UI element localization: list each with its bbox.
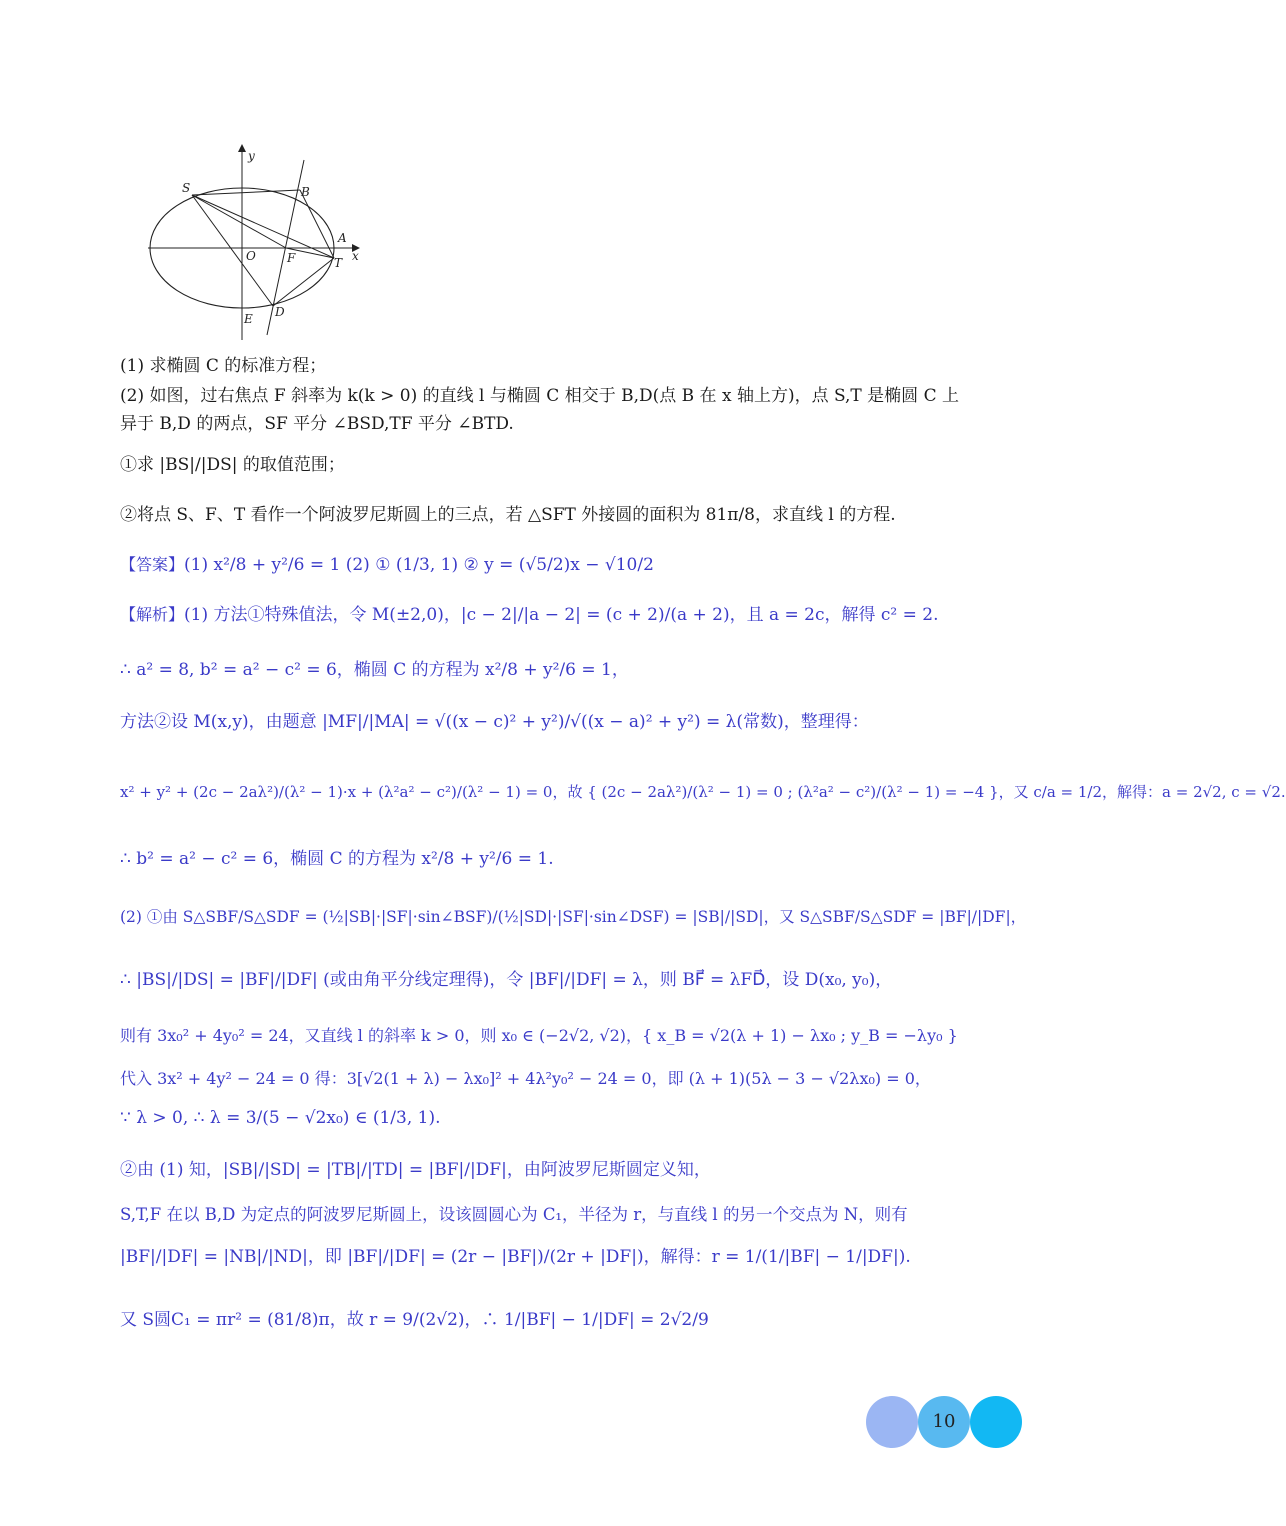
solution-line-6: (2) ①由 S△SBF/S△SDF = (½|SB|·|SF|·sin∠BSF)/(½|SD|·|SF|·sin∠DSF) = |SB|/|SD|，又 S△SBF/S△SDF = |BF|/|DF|， [120,908,1027,926]
solution-line-2: ∴ a² = 8, b² = a² − c² = 6，椭圆 C 的方程为 x²/8 + y²/6 = 1， [120,660,629,680]
solution-line-5: ∴ b² = a² − c² = 6，椭圆 C 的方程为 x²/8 + y²/6 = 1. [120,849,554,869]
label-f: F [287,251,296,265]
answer-tag: 【答案】 [120,555,185,574]
solution-line-10: ∵ λ > 0, ∴ λ = 3/(5 − √2x₀) ∈ (1/3, 1). [120,1108,441,1128]
y-axis-arrow [238,144,246,152]
label-y: y [248,149,255,163]
label-o: O [246,249,256,263]
label-b: B [301,185,310,199]
solution-line-8: 则有 3x₀² + 4y₀² = 24，又直线 l 的斜率 k > 0，则 x₀ ∈ (−2√2, √2)，{ x_B = √2(λ + 1) − λx₀ ; y_B = −λy₀ } [120,1026,958,1045]
page-number-badge [866,1396,1022,1448]
solution-line-9: 代入 3x² + 4y² − 24 = 0 得：3[√2(1 + λ) − λx₀]² + 4λ²y₀² − 24 = 0，即 (λ + 1)(5λ − 3 − √2λx₀) = 0， [120,1069,931,1088]
badge-circle-left [866,1396,918,1448]
solution-line-11: ②由 (1) 知，|SB|/|SD| = |TB|/|TD| = |BF|/|DF|，由阿波罗尼斯圆定义知， [120,1160,711,1180]
page-number: 10 [932,1411,956,1432]
segment-sf [192,195,286,248]
segment-sd [192,195,273,306]
label-x: x [352,249,359,263]
solution-line-12: S,T,F 在以 B,D 为定点的阿波罗尼斯圆上，设该圆圆心为 C₁，半径为 r，与直线 l 的另一个交点为 N，则有 [120,1205,908,1224]
question-part2-line1: (2) 如图，过右焦点 F 斜率为 k(k > 0) 的直线 l 与椭圆 C 相交于 B,D(点 B 在 x 轴上方)，点 S,T 是椭圆 C 上 [120,386,959,406]
solution-line-14: 又 S圆C₁ = πr² = (81/8)π，故 r = 9/(2√2)，∴ 1/|BF| − 1/|DF| = 2√2/9 [120,1310,709,1330]
label-e: E [244,312,253,326]
label-d: D [275,305,285,319]
answer-text: (1) x²/8 + y²/6 = 1 (2) ① (1/3, 1) ② y = (√5/2)x − √10/2 [184,555,654,575]
solution-line-13: |BF|/|DF| = |NB|/|ND|，即 |BF|/|DF| = (2r − |BF|)/(2r + |DF|)，解得：r = 1/(1/|BF| − 1/|DF|). [120,1247,911,1267]
answer-line [120,553,654,577]
label-s: S [182,181,191,195]
solution-tag: 【解析】 [120,605,185,624]
segment-st [192,195,334,258]
question-part1: (1) 求椭圆 C 的标准方程； [120,356,327,376]
question-sub2: ②将点 S、F、T 看作一个阿波罗尼斯圆上的三点，若 △SFT 外接圆的面积为 81π/8，求直线 l 的方程. [120,505,896,525]
question-part2-line2: 异于 B,D 的两点，SF 平分 ∠BSD,TF 平分 ∠BTD. [120,414,514,434]
solution-line-3: 方法②设 M(x,y)，由题意 |MF|/|MA| = √((x − c)² + y²)/√((x − a)² + y²) = λ(常数)，整理得： [120,712,869,732]
label-a: A [338,231,347,245]
ellipse-diagram [138,140,368,345]
label-t: T [334,256,343,270]
solution-line-7: ∴ |BS|/|DS| = |BF|/|DF| (或由角平分线定理得)，令 |BF|/|DF| = λ，则 BF⃗ = λFD⃗，设 D(x₀, y₀)， [120,970,893,990]
solution-line-4: x² + y² + (2c − 2aλ²)/(λ² − 1)·x + (λ²a² − c²)/(λ² − 1) = 0，故 { (2c − 2aλ²)/(λ² − 1) = 0 ; (λ²a² − c²)/(λ² − 1) = −4 }，又 c/a = 1/2，解得：a = 2√2, c = √2. [120,783,1286,801]
question-sub1: ①求 |BS|/|DS| 的取值范围； [120,455,345,475]
solution-line-1 [120,603,939,627]
solution-text-1: (1) 方法①特殊值法，令 M(±2,0)，|c − 2|/|a − 2| = (c + 2)/(a + 2)，且 a = 2c，解得 c² = 2. [184,605,939,625]
badge-circle-right [970,1396,1022,1448]
